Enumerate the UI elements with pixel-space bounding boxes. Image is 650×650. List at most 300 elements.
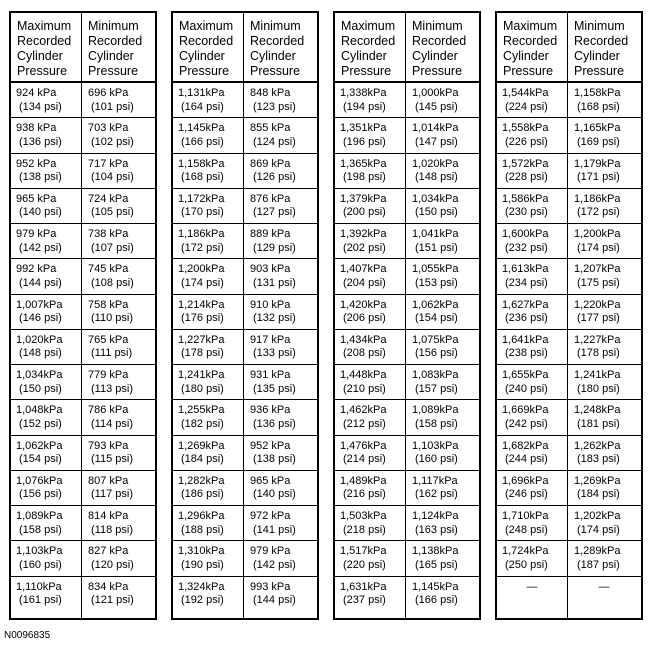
psi-value: (172 psi)	[577, 206, 620, 219]
max-pressure-cell	[497, 83, 567, 117]
max-pressure-cell	[497, 471, 567, 505]
psi-value: (151 psi)	[415, 241, 458, 254]
psi-value: (240 psi)	[505, 382, 548, 395]
max-pressure-cell	[497, 224, 567, 258]
table-header	[497, 13, 641, 83]
table-row	[11, 471, 155, 506]
psi-value: (171 psi)	[577, 171, 620, 183]
psi-value: (105 psi)	[91, 206, 134, 219]
psi-value: (196 psi)	[343, 135, 386, 148]
kpa-value: 1,392kPa	[340, 228, 387, 240]
psi-value: (210 psi)	[343, 382, 386, 395]
min-pressure-cell	[81, 154, 155, 188]
kpa-value: 965 kPa	[250, 474, 291, 487]
table-row	[497, 506, 641, 541]
psi-value: (136 psi)	[19, 135, 62, 148]
table-row	[335, 541, 479, 576]
kpa-value: 786 kPa	[88, 404, 129, 417]
header-line: Recorded	[412, 34, 467, 48]
header-line: Maximum	[341, 19, 396, 33]
min-pressure-cell	[567, 118, 641, 152]
table-row	[173, 118, 317, 153]
max-pressure-cell	[497, 189, 567, 223]
table-row	[335, 154, 479, 189]
psi-value: (140 psi)	[19, 206, 62, 219]
min-pressure-cell	[81, 365, 155, 399]
kpa-value: 1,434kPa	[340, 333, 387, 346]
kpa-value: 1,007kPa	[16, 298, 63, 311]
table-row	[335, 259, 479, 294]
kpa-value: 855 kPa	[250, 122, 291, 135]
table-row	[335, 365, 479, 400]
psi-value: (138 psi)	[253, 453, 296, 465]
psi-value: (248 psi)	[505, 523, 548, 536]
kpa-value: 1,158kPa	[574, 87, 621, 99]
table-row	[497, 471, 641, 506]
min-pressure-cell	[243, 471, 317, 505]
kpa-value: 917 kPa	[250, 333, 291, 346]
kpa-value: 717 kPa	[88, 157, 129, 170]
pressure-table	[9, 11, 157, 620]
min-pressure-cell	[243, 400, 317, 434]
table-row	[497, 118, 641, 153]
min-pressure-cell	[81, 541, 155, 575]
kpa-value: 1,296kPa	[178, 510, 225, 522]
psi-value: (186 psi)	[181, 488, 224, 501]
psi-value: (184 psi)	[577, 488, 620, 501]
table-row	[11, 295, 155, 330]
kpa-value: 931 kPa	[250, 369, 291, 381]
table-row	[173, 541, 317, 576]
header-line: Cylinder	[412, 49, 458, 63]
kpa-value: 1,172kPa	[178, 192, 225, 205]
kpa-value: 1,476kPa	[340, 439, 387, 452]
psi-value: (237 psi)	[343, 594, 386, 606]
header-line: Cylinder	[574, 49, 620, 63]
psi-value: (187 psi)	[577, 558, 620, 571]
kpa-value: 993 kPa	[250, 580, 291, 593]
max-pressure-cell	[497, 541, 567, 575]
kpa-value: 1,503kPa	[340, 510, 387, 522]
psi-value: (136 psi)	[253, 417, 296, 430]
min-pressure-cell	[405, 189, 479, 223]
kpa-value: 1,255kPa	[178, 404, 225, 417]
psi-value: (228 psi)	[505, 171, 548, 183]
table-row	[335, 400, 479, 435]
psi-value: (133 psi)	[253, 347, 296, 360]
kpa-value: 903 kPa	[250, 263, 291, 276]
table-row	[335, 189, 479, 224]
table-row	[173, 83, 317, 118]
min-pressure-cell	[405, 436, 479, 470]
kpa-value: 965 kPa	[16, 192, 57, 205]
min-pressure-cell	[405, 400, 479, 434]
min-pressure-cell	[243, 365, 317, 399]
table-row	[173, 577, 317, 612]
table-row	[11, 436, 155, 471]
kpa-value: 1,420kPa	[340, 298, 387, 311]
max-pressure-cell	[173, 506, 243, 540]
kpa-value: 876 kPa	[250, 192, 291, 205]
table-row	[335, 118, 479, 153]
max-pressure-cell	[11, 83, 81, 117]
psi-value: (111 psi)	[91, 347, 133, 360]
min-pressure-cell	[405, 118, 479, 152]
figure-code: N0096835	[4, 630, 51, 641]
psi-value: (208 psi)	[343, 347, 386, 360]
kpa-value: 1,207kPa	[574, 263, 621, 276]
kpa-value: 1,110kPa	[16, 580, 62, 593]
psi-value: (158 psi)	[19, 523, 62, 536]
psi-value: (198 psi)	[343, 171, 386, 183]
max-pressure-header	[173, 13, 243, 81]
header-line: Maximum	[17, 19, 72, 33]
min-pressure-cell	[567, 154, 641, 188]
kpa-value: 938 kPa	[16, 122, 57, 135]
table-row	[11, 154, 155, 189]
kpa-value: 1,324kPa	[178, 580, 225, 593]
psi-value: (218 psi)	[343, 523, 386, 536]
psi-value: (172 psi)	[181, 241, 224, 254]
kpa-value: 952 kPa	[250, 439, 291, 452]
table-header	[335, 13, 479, 83]
table-row	[497, 259, 641, 294]
table-row	[11, 400, 155, 435]
table-header	[173, 13, 317, 83]
kpa-value: 1,020kPa	[412, 157, 459, 170]
header-line: Cylinder	[250, 49, 296, 63]
kpa-value: 1,202kPa	[574, 510, 621, 522]
max-pressure-cell	[335, 189, 405, 223]
kpa-value: 1,048kPa	[16, 404, 63, 417]
psi-value: (150 psi)	[19, 382, 62, 395]
table-row	[497, 436, 641, 471]
max-pressure-cell	[335, 295, 405, 329]
table-row	[173, 295, 317, 330]
psi-value: (169 psi)	[577, 135, 620, 148]
header-line: Maximum	[179, 19, 234, 33]
header-line: Recorded	[88, 34, 143, 48]
psi-value: (174 psi)	[181, 276, 224, 289]
max-pressure-cell	[11, 259, 81, 293]
header-line: Pressure	[341, 64, 392, 78]
max-pressure-cell	[497, 259, 567, 293]
table-row	[335, 295, 479, 330]
min-pressure-header	[243, 13, 317, 81]
max-pressure-cell	[173, 541, 243, 575]
kpa-value: 1,710kPa	[502, 510, 549, 522]
psi-value: (107 psi)	[91, 241, 134, 254]
table-row	[497, 154, 641, 189]
header-line: Recorded	[574, 34, 629, 48]
table-row	[335, 577, 479, 612]
min-pressure-cell	[243, 541, 317, 575]
table-row	[11, 506, 155, 541]
min-pressure-cell	[243, 189, 317, 223]
kpa-value: 1,227kPa	[574, 333, 621, 346]
min-pressure-cell	[405, 224, 479, 258]
kpa-value: 1,014kPa	[412, 122, 459, 135]
table-row	[335, 506, 479, 541]
min-pressure-cell	[81, 224, 155, 258]
kpa-value: 1,200kPa	[178, 263, 225, 276]
min-pressure-cell	[405, 330, 479, 364]
table-row	[173, 400, 317, 435]
max-pressure-cell	[173, 295, 243, 329]
max-pressure-cell	[11, 118, 81, 152]
min-pressure-cell	[567, 189, 641, 223]
min-pressure-cell	[81, 295, 155, 329]
psi-value: (157 psi)	[415, 382, 458, 395]
psi-value: (163 psi)	[415, 523, 458, 536]
max-pressure-cell	[11, 541, 81, 575]
kpa-value: 1,186kPa	[178, 228, 225, 240]
kpa-value: 1,158kPa	[178, 157, 225, 170]
min-pressure-cell	[567, 400, 641, 434]
max-pressure-cell	[335, 400, 405, 434]
kpa-value: 1,214kPa	[178, 298, 225, 311]
kpa-value: 979 kPa	[250, 545, 291, 558]
pressure-table	[171, 11, 319, 620]
psi-value: (144 psi)	[253, 594, 296, 606]
psi-value: (182 psi)	[181, 417, 224, 430]
table-row	[11, 189, 155, 224]
kpa-value: 1,179kPa	[574, 157, 621, 170]
table-row	[335, 83, 479, 118]
psi-value: (175 psi)	[577, 276, 620, 289]
max-pressure-cell	[11, 189, 81, 223]
header-line: Pressure	[250, 64, 301, 78]
min-pressure-cell	[81, 259, 155, 293]
kpa-value: 1,613kPa	[502, 263, 549, 276]
psi-value: (148 psi)	[19, 347, 62, 360]
kpa-value: 724 kPa	[88, 192, 129, 205]
psi-value: (141 psi)	[253, 523, 296, 536]
psi-value: (135 psi)	[253, 382, 296, 395]
min-pressure-cell	[243, 506, 317, 540]
kpa-value: 1,682kPa	[502, 439, 549, 452]
min-pressure-cell	[81, 189, 155, 223]
kpa-value: 1,103kPa	[16, 545, 63, 558]
kpa-value: 814 kPa	[88, 510, 129, 522]
max-pressure-header	[335, 13, 405, 81]
max-pressure-cell	[173, 118, 243, 152]
min-pressure-header	[405, 13, 479, 81]
kpa-value: 1,379kPa	[340, 192, 387, 205]
kpa-value: 1,631kPa	[340, 580, 387, 593]
header-line: Pressure	[88, 64, 139, 78]
kpa-value: 758 kPa	[88, 298, 129, 311]
max-pressure-cell	[173, 436, 243, 470]
kpa-value: 1,269kPa	[178, 439, 225, 452]
kpa-value: 1,055kPa	[412, 263, 459, 276]
min-pressure-cell	[567, 436, 641, 470]
kpa-value: 952 kPa	[16, 157, 57, 170]
table-row	[335, 224, 479, 259]
header-line: Recorded	[341, 34, 396, 48]
max-pressure-cell	[173, 471, 243, 505]
max-pressure-cell	[497, 365, 567, 399]
psi-value: (123 psi)	[253, 100, 296, 113]
min-pressure-cell	[243, 577, 317, 612]
kpa-value: 869 kPa	[250, 157, 291, 170]
psi-value: (178 psi)	[181, 347, 224, 360]
psi-value: (200 psi)	[343, 206, 386, 219]
max-pressure-cell	[173, 330, 243, 364]
header-line: Maximum	[503, 19, 558, 33]
table-row	[497, 541, 641, 576]
table-row	[11, 541, 155, 576]
min-pressure-cell	[567, 295, 641, 329]
kpa-value: 1,062kPa	[16, 439, 63, 452]
max-pressure-cell	[497, 577, 567, 612]
max-pressure-cell	[173, 577, 243, 612]
min-pressure-cell	[567, 224, 641, 258]
kpa-value: 1,200kPa	[574, 228, 621, 240]
psi-value: (168 psi)	[181, 171, 224, 183]
psi-value: (117 psi)	[91, 488, 133, 501]
kpa-value: 745 kPa	[88, 263, 129, 276]
max-pressure-cell	[173, 259, 243, 293]
min-pressure-cell	[81, 471, 155, 505]
psi-value: (246 psi)	[505, 488, 548, 501]
kpa-value: 1,138kPa	[412, 545, 459, 558]
kpa-value: 1,544kPa	[502, 87, 549, 99]
table-row	[11, 83, 155, 118]
kpa-value: 738 kPa	[88, 228, 129, 240]
kpa-value: 1,351kPa	[340, 122, 387, 135]
min-pressure-cell	[81, 506, 155, 540]
psi-value: (148 psi)	[415, 171, 458, 183]
max-pressure-cell	[173, 224, 243, 258]
max-pressure-cell	[335, 83, 405, 117]
psi-value: (183 psi)	[577, 453, 620, 465]
min-pressure-cell	[405, 295, 479, 329]
psi-value: (164 psi)	[181, 100, 224, 113]
kpa-value: 1,145kPa	[178, 122, 225, 135]
kpa-value: 1,083kPa	[412, 369, 459, 381]
psi-value: (127 psi)	[253, 206, 296, 219]
min-pressure-cell	[243, 83, 317, 117]
kpa-value: —	[526, 580, 538, 593]
psi-value: (160 psi)	[415, 453, 458, 465]
kpa-value: 1,186kPa	[574, 192, 621, 205]
max-pressure-cell	[335, 365, 405, 399]
psi-value: (194 psi)	[343, 100, 386, 113]
kpa-value: 1,241kPa	[178, 369, 225, 381]
psi-value: (124 psi)	[253, 135, 296, 148]
kpa-value: 1,034kPa	[16, 369, 63, 381]
max-pressure-header	[497, 13, 567, 81]
min-pressure-cell	[405, 154, 479, 188]
kpa-value: 1,282kPa	[178, 474, 225, 487]
min-pressure-cell	[567, 541, 641, 575]
min-pressure-cell	[243, 259, 317, 293]
table-row	[497, 224, 641, 259]
kpa-value: 793 kPa	[88, 439, 129, 452]
psi-value: (115 psi)	[91, 453, 133, 465]
table-row	[173, 189, 317, 224]
kpa-value: 1,517kPa	[340, 545, 387, 558]
psi-value: (158 psi)	[415, 417, 458, 430]
table-row	[497, 400, 641, 435]
max-pressure-cell	[11, 436, 81, 470]
kpa-value: 1,131kPa	[178, 87, 225, 99]
kpa-value: 1,655kPa	[502, 369, 549, 381]
kpa-value: 1,338kPa	[340, 87, 387, 99]
table-row	[173, 259, 317, 294]
table-row	[173, 154, 317, 189]
kpa-value: 1,600kPa	[502, 228, 549, 240]
kpa-value: 1,089kPa	[412, 404, 459, 417]
min-pressure-cell	[405, 259, 479, 293]
min-pressure-cell	[567, 471, 641, 505]
psi-value: (177 psi)	[577, 312, 620, 324]
max-pressure-cell	[335, 259, 405, 293]
header-line: Minimum	[412, 19, 463, 33]
psi-value: (154 psi)	[415, 312, 458, 324]
psi-value: (152 psi)	[19, 417, 62, 430]
kpa-value: 924 kPa	[16, 87, 57, 99]
table-row	[11, 365, 155, 400]
psi-value: (140 psi)	[253, 488, 296, 501]
kpa-value: 1,627kPa	[502, 298, 549, 311]
kpa-value: 910 kPa	[250, 298, 291, 311]
kpa-value: 979 kPa	[16, 228, 57, 240]
psi-value: (102 psi)	[91, 135, 134, 148]
psi-value: (129 psi)	[253, 241, 296, 254]
table-row	[335, 436, 479, 471]
psi-value: (132 psi)	[253, 312, 296, 324]
header-line: Cylinder	[341, 49, 387, 63]
psi-value: (131 psi)	[253, 276, 296, 289]
kpa-value: —	[598, 580, 610, 593]
kpa-value: 765 kPa	[88, 333, 129, 346]
psi-value: (147 psi)	[415, 135, 458, 148]
kpa-value: 1,448kPa	[340, 369, 387, 381]
psi-value: (174 psi)	[577, 523, 620, 536]
table-row	[497, 365, 641, 400]
table-header	[11, 13, 155, 83]
max-pressure-cell	[497, 436, 567, 470]
psi-value: (202 psi)	[343, 241, 386, 254]
kpa-value: 972 kPa	[250, 510, 291, 522]
max-pressure-cell	[497, 400, 567, 434]
pressure-table	[495, 11, 643, 620]
psi-value: (184 psi)	[181, 453, 224, 465]
psi-value: (244 psi)	[505, 453, 548, 465]
max-pressure-cell	[173, 365, 243, 399]
min-pressure-cell	[567, 365, 641, 399]
kpa-value: 1,269kPa	[574, 474, 621, 487]
psi-value: (216 psi)	[343, 488, 386, 501]
header-line: Recorded	[503, 34, 558, 48]
kpa-value: 834 kPa	[88, 580, 129, 593]
kpa-value: 1,407kPa	[340, 263, 387, 276]
max-pressure-cell	[11, 224, 81, 258]
min-pressure-cell	[81, 436, 155, 470]
table-row	[11, 118, 155, 153]
max-pressure-cell	[497, 295, 567, 329]
max-pressure-cell	[11, 471, 81, 505]
table-row	[11, 577, 155, 612]
min-pressure-cell	[567, 83, 641, 117]
header-line: Minimum	[250, 19, 301, 33]
min-pressure-cell	[567, 506, 641, 540]
psi-value: (204 psi)	[343, 276, 386, 289]
kpa-value: 1,248kPa	[574, 404, 621, 417]
max-pressure-cell	[497, 330, 567, 364]
